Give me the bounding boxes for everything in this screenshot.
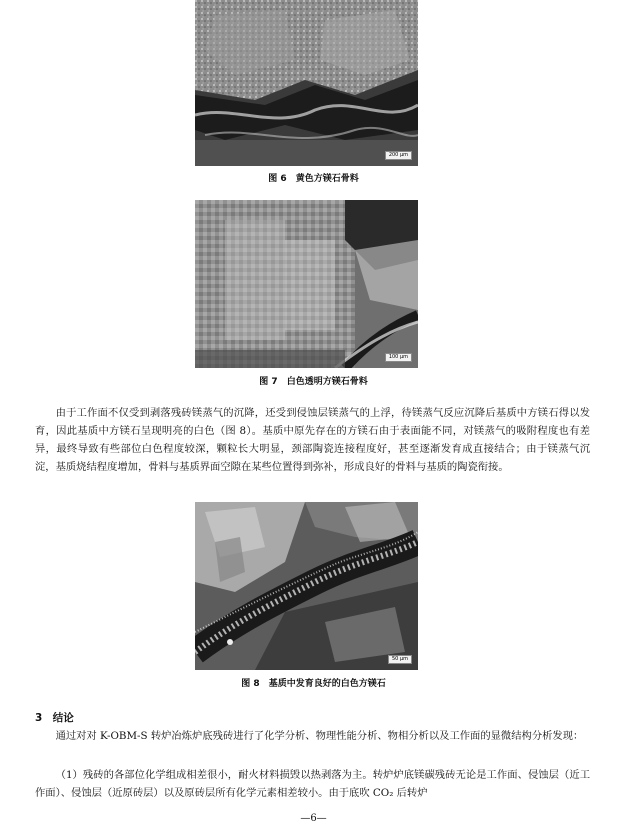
figure-8-image [195,502,418,670]
figure-6-caption: 图 6 黄色方镁石骨料 [268,174,359,184]
figure-8-caption: 图 8 基质中发育良好的白色方镁石 [241,679,386,689]
figure-6-micrograph [195,0,418,166]
conclusion-intro: 通过对对 K-OBM-S 转炉冶炼炉底残砖进行了化学分析、物理性能分析、物相分析以及工作面的显微结构分析发现： [55,730,584,742]
figure-6-image [195,0,418,166]
page-number: —6— [300,813,327,824]
figure-7-image [195,200,418,368]
figure-8-micrograph [195,502,418,670]
scale-bar: 50 μm [388,655,412,664]
scale-bar: 200 μm [385,151,412,160]
body-paragraph: 由于工作面不仅受到剥落残砖镁蒸气的沉降，还受到侵蚀层镁蒸气的上浮，待镁蒸气反应沉降后基质中方镁石得以发育，因此基质中方镁石呈现明亮的白色（图 8）。基质中原先存在的方镁石由于表面能不同，对镁蒸气的吸附程度也有差异，最终导致有些部位白色程度较深，颗粒长大明显，颈部陶瓷连接程度好，甚至逐渐发育成直接结合；由于镁蒸气沉淀，基质烧结程度增加，骨料与基质界面空隙在某些位置得到弥补，形成良好的骨料与基质的陶瓷衔接。 [35,407,590,473]
conclusion-item-1: （1）残砖的各部位化学组成相差很小，耐火材料损毁以热剥落为主。转炉炉底镁碳残砖无论是工作面、侵蚀层（近工作面）、侵蚀层（近原砖层）以及原砖层所有化学元素相差较小。由于底吹 CO₂ 后转炉 [35,769,590,799]
figure-7-caption: 图 7 白色透明方镁石骨料 [259,377,368,387]
scale-bar: 100 μm [385,353,412,362]
figure-7-micrograph [195,200,418,368]
section-heading: 3 结论 [35,712,74,724]
